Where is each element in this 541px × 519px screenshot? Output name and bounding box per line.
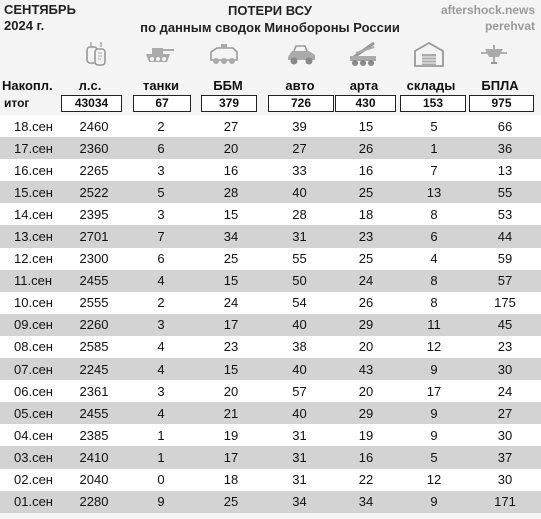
- table-row: [0, 181, 541, 203]
- cell-personnel: 2585: [62, 336, 126, 358]
- cell-auto: 31: [266, 225, 333, 247]
- total-depots: 153: [400, 95, 466, 112]
- row-date: 12.сен: [0, 248, 62, 270]
- cell-personnel: 2395: [62, 203, 126, 225]
- cell-personnel: 2460: [62, 115, 126, 137]
- cell-personnel: 2455: [62, 270, 126, 292]
- warehouse-icon: [411, 38, 447, 70]
- cell-personnel: 2360: [62, 137, 126, 159]
- cell-personnel: 2522: [62, 181, 126, 203]
- cell-ifv: 28: [196, 181, 266, 203]
- cell-auto: 39: [266, 115, 333, 137]
- total-tanks: 67: [133, 95, 191, 112]
- cell-auto: 31: [266, 424, 333, 446]
- cell-depots: 11: [399, 314, 469, 336]
- table-row: [0, 469, 541, 491]
- cell-artillery: 26: [333, 137, 399, 159]
- cell-personnel: 2385: [62, 424, 126, 446]
- cell-ifv: 34: [196, 225, 266, 247]
- cell-auto: 40: [266, 314, 333, 336]
- table-row: [0, 137, 541, 159]
- cell-depots: 8: [399, 203, 469, 225]
- cell-tanks: 6: [126, 248, 196, 270]
- total-artillery: 430: [335, 95, 396, 112]
- cell-depots: 8: [399, 270, 469, 292]
- cell-depots: 13: [399, 181, 469, 203]
- cell-artillery: 16: [333, 446, 399, 468]
- totals-row: [0, 95, 541, 112]
- header-period: [4, 2, 76, 34]
- cell-ifv: 16: [196, 159, 266, 181]
- cell-depots: 4: [399, 248, 469, 270]
- row-date: 10.сен: [0, 292, 62, 314]
- soldier-tags-icon: [78, 38, 114, 70]
- cell-depots: 5: [399, 446, 469, 468]
- cell-ifv: 25: [196, 248, 266, 270]
- cell-drones: 37: [469, 446, 541, 468]
- cell-tanks: 3: [126, 314, 196, 336]
- table-row: [0, 380, 541, 402]
- row-date: 04.сен: [0, 424, 62, 446]
- table-row: [0, 314, 541, 336]
- cell-tanks: 4: [126, 358, 196, 380]
- cell-tanks: 2: [126, 292, 196, 314]
- label-drones: БПЛА: [481, 78, 519, 93]
- cell-artillery: 25: [333, 248, 399, 270]
- table-row: [0, 270, 541, 292]
- table-row: [0, 336, 541, 358]
- cell-auto: 31: [266, 469, 333, 491]
- cell-drones: 23: [469, 336, 541, 358]
- label-auto: авто: [285, 78, 315, 93]
- cell-artillery: 23: [333, 225, 399, 247]
- cell-drones: 30: [469, 358, 541, 380]
- label-tanks: танки: [143, 78, 179, 93]
- drone-icon: [476, 38, 512, 70]
- cell-depots: 12: [399, 469, 469, 491]
- row-date: 08.сен: [0, 336, 62, 358]
- source-aftershock: aftershock.news: [440, 3, 535, 17]
- cell-drones: 66: [469, 115, 541, 137]
- cell-artillery: 19: [333, 424, 399, 446]
- cell-tanks: 1: [126, 446, 196, 468]
- row-date: 02.сен: [0, 469, 62, 491]
- table-row: [0, 225, 541, 247]
- table-row: [0, 402, 541, 424]
- cell-depots: 9: [399, 424, 469, 446]
- table-row: [0, 424, 541, 446]
- row-date: 01.сен: [0, 491, 62, 513]
- table-row: [0, 446, 541, 468]
- total-personnel: 43034: [61, 95, 122, 112]
- cell-auto: 40: [266, 402, 333, 424]
- cell-auto: 55: [266, 248, 333, 270]
- total-auto: 726: [268, 95, 334, 112]
- cell-tanks: 9: [126, 491, 196, 513]
- cell-drones: 53: [469, 203, 541, 225]
- table-row: [0, 358, 541, 380]
- header-title-block: [140, 2, 400, 36]
- label-artillery: арта: [349, 78, 379, 93]
- cell-personnel: 2701: [62, 225, 126, 247]
- cell-auto: 28: [266, 203, 333, 225]
- cell-tanks: 3: [126, 380, 196, 402]
- cell-personnel: 2265: [62, 159, 126, 181]
- row-date: 17.сен: [0, 137, 62, 159]
- cell-tanks: 2: [126, 115, 196, 137]
- cell-tanks: 1: [126, 424, 196, 446]
- cell-artillery: 29: [333, 402, 399, 424]
- cell-drones: 13: [469, 159, 541, 181]
- cell-tanks: 4: [126, 336, 196, 358]
- header-sources: [441, 2, 535, 34]
- cell-drones: 36: [469, 137, 541, 159]
- cell-artillery: 20: [333, 336, 399, 358]
- cell-auto: 50: [266, 270, 333, 292]
- page-title: ПОТЕРИ ВСУ: [228, 3, 312, 18]
- cell-tanks: 3: [126, 159, 196, 181]
- label-personnel: л.с.: [78, 78, 102, 93]
- cell-artillery: 15: [333, 115, 399, 137]
- cell-artillery: 16: [333, 159, 399, 181]
- cell-drones: 175: [469, 292, 541, 314]
- cell-drones: 30: [469, 469, 541, 491]
- totals-label: итог: [4, 96, 30, 110]
- cell-drones: 57: [469, 270, 541, 292]
- cell-depots: 9: [399, 491, 469, 513]
- cell-depots: 17: [399, 380, 469, 402]
- cell-drones: 44: [469, 225, 541, 247]
- header-year: 2024 г.: [4, 18, 45, 33]
- cell-artillery: 20: [333, 380, 399, 402]
- cell-artillery: 43: [333, 358, 399, 380]
- cell-drones: 171: [469, 491, 541, 513]
- cell-tanks: 6: [126, 137, 196, 159]
- cell-ifv: 15: [196, 203, 266, 225]
- cell-ifv: 20: [196, 137, 266, 159]
- row-date: 16.сен: [0, 159, 62, 181]
- page-subtitle: по данным сводок Минобороны России: [140, 20, 400, 35]
- cell-ifv: 15: [196, 358, 266, 380]
- cell-tanks: 7: [126, 225, 196, 247]
- row-date: 05.сен: [0, 402, 62, 424]
- cell-artillery: 29: [333, 314, 399, 336]
- artillery-icon: [345, 38, 381, 70]
- row-date: 15.сен: [0, 181, 62, 203]
- table-row: [0, 115, 541, 137]
- row-date: 13.сен: [0, 225, 62, 247]
- cell-personnel: 2361: [62, 380, 126, 402]
- cell-personnel: 2280: [62, 491, 126, 513]
- row-date: 11.сен: [0, 270, 62, 292]
- cell-drones: 27: [469, 402, 541, 424]
- cell-depots: 12: [399, 336, 469, 358]
- cell-artillery: 34: [333, 491, 399, 513]
- row-date: 14.сен: [0, 203, 62, 225]
- cell-tanks: 4: [126, 270, 196, 292]
- car-icon: [284, 38, 320, 70]
- cell-ifv: 20: [196, 380, 266, 402]
- cell-ifv: 17: [196, 446, 266, 468]
- row-date: 18.сен: [0, 115, 62, 137]
- cell-depots: 6: [399, 225, 469, 247]
- cell-ifv: 19: [196, 424, 266, 446]
- cell-tanks: 0: [126, 469, 196, 491]
- total-drones: 975: [469, 95, 534, 112]
- cell-artillery: 24: [333, 270, 399, 292]
- cell-ifv: 23: [196, 336, 266, 358]
- cell-ifv: 17: [196, 314, 266, 336]
- cell-artillery: 25: [333, 181, 399, 203]
- row-date: 03.сен: [0, 446, 62, 468]
- cell-depots: 9: [399, 402, 469, 424]
- cell-artillery: 22: [333, 469, 399, 491]
- cell-tanks: 4: [126, 402, 196, 424]
- cell-auto: 38: [266, 336, 333, 358]
- tank-icon: [141, 38, 177, 70]
- cell-personnel: 2260: [62, 314, 126, 336]
- cell-depots: 9: [399, 358, 469, 380]
- column-labels: [0, 78, 541, 95]
- cell-auto: 54: [266, 292, 333, 314]
- cell-auto: 34: [266, 491, 333, 513]
- cell-ifv: 21: [196, 402, 266, 424]
- cell-drones: 55: [469, 181, 541, 203]
- cell-auto: 27: [266, 137, 333, 159]
- cell-auto: 31: [266, 446, 333, 468]
- cell-drones: 24: [469, 380, 541, 402]
- table-row: [0, 248, 541, 270]
- total-ifv: 379: [201, 95, 257, 112]
- table-row: [0, 203, 541, 225]
- cell-depots: 5: [399, 115, 469, 137]
- row-date: 06.сен: [0, 380, 62, 402]
- cell-auto: 33: [266, 159, 333, 181]
- label-ifv: ББМ: [213, 78, 243, 93]
- cell-drones: 59: [469, 248, 541, 270]
- cell-depots: 1: [399, 137, 469, 159]
- cell-tanks: 5: [126, 181, 196, 203]
- cell-personnel: 2555: [62, 292, 126, 314]
- source-perehvat: perehvat: [484, 19, 535, 33]
- label-depots: склады: [406, 78, 456, 93]
- cell-personnel: 2410: [62, 446, 126, 468]
- cell-personnel: 2245: [62, 358, 126, 380]
- cell-ifv: 24: [196, 292, 266, 314]
- cell-drones: 30: [469, 424, 541, 446]
- header-month: СЕНТЯБРЬ: [4, 2, 76, 17]
- cell-auto: 40: [266, 358, 333, 380]
- cell-ifv: 18: [196, 469, 266, 491]
- table-row: [0, 159, 541, 181]
- cell-ifv: 15: [196, 270, 266, 292]
- cell-auto: 40: [266, 181, 333, 203]
- bmp-icon: [206, 38, 242, 70]
- table-row: [0, 491, 541, 513]
- cell-artillery: 18: [333, 203, 399, 225]
- cell-depots: 7: [399, 159, 469, 181]
- row-date: 07.сен: [0, 358, 62, 380]
- cell-drones: 45: [469, 314, 541, 336]
- cell-personnel: 2455: [62, 402, 126, 424]
- label-cumulative: Накопл.: [2, 78, 53, 93]
- cell-tanks: 3: [126, 203, 196, 225]
- cell-ifv: 25: [196, 491, 266, 513]
- cell-artillery: 26: [333, 292, 399, 314]
- row-date: 09.сен: [0, 314, 62, 336]
- cell-auto: 57: [266, 380, 333, 402]
- losses-table: [0, 115, 541, 513]
- cell-personnel: 2300: [62, 248, 126, 270]
- cell-depots: 8: [399, 292, 469, 314]
- cell-personnel: 2040: [62, 469, 126, 491]
- cell-ifv: 27: [196, 115, 266, 137]
- table-row: [0, 292, 541, 314]
